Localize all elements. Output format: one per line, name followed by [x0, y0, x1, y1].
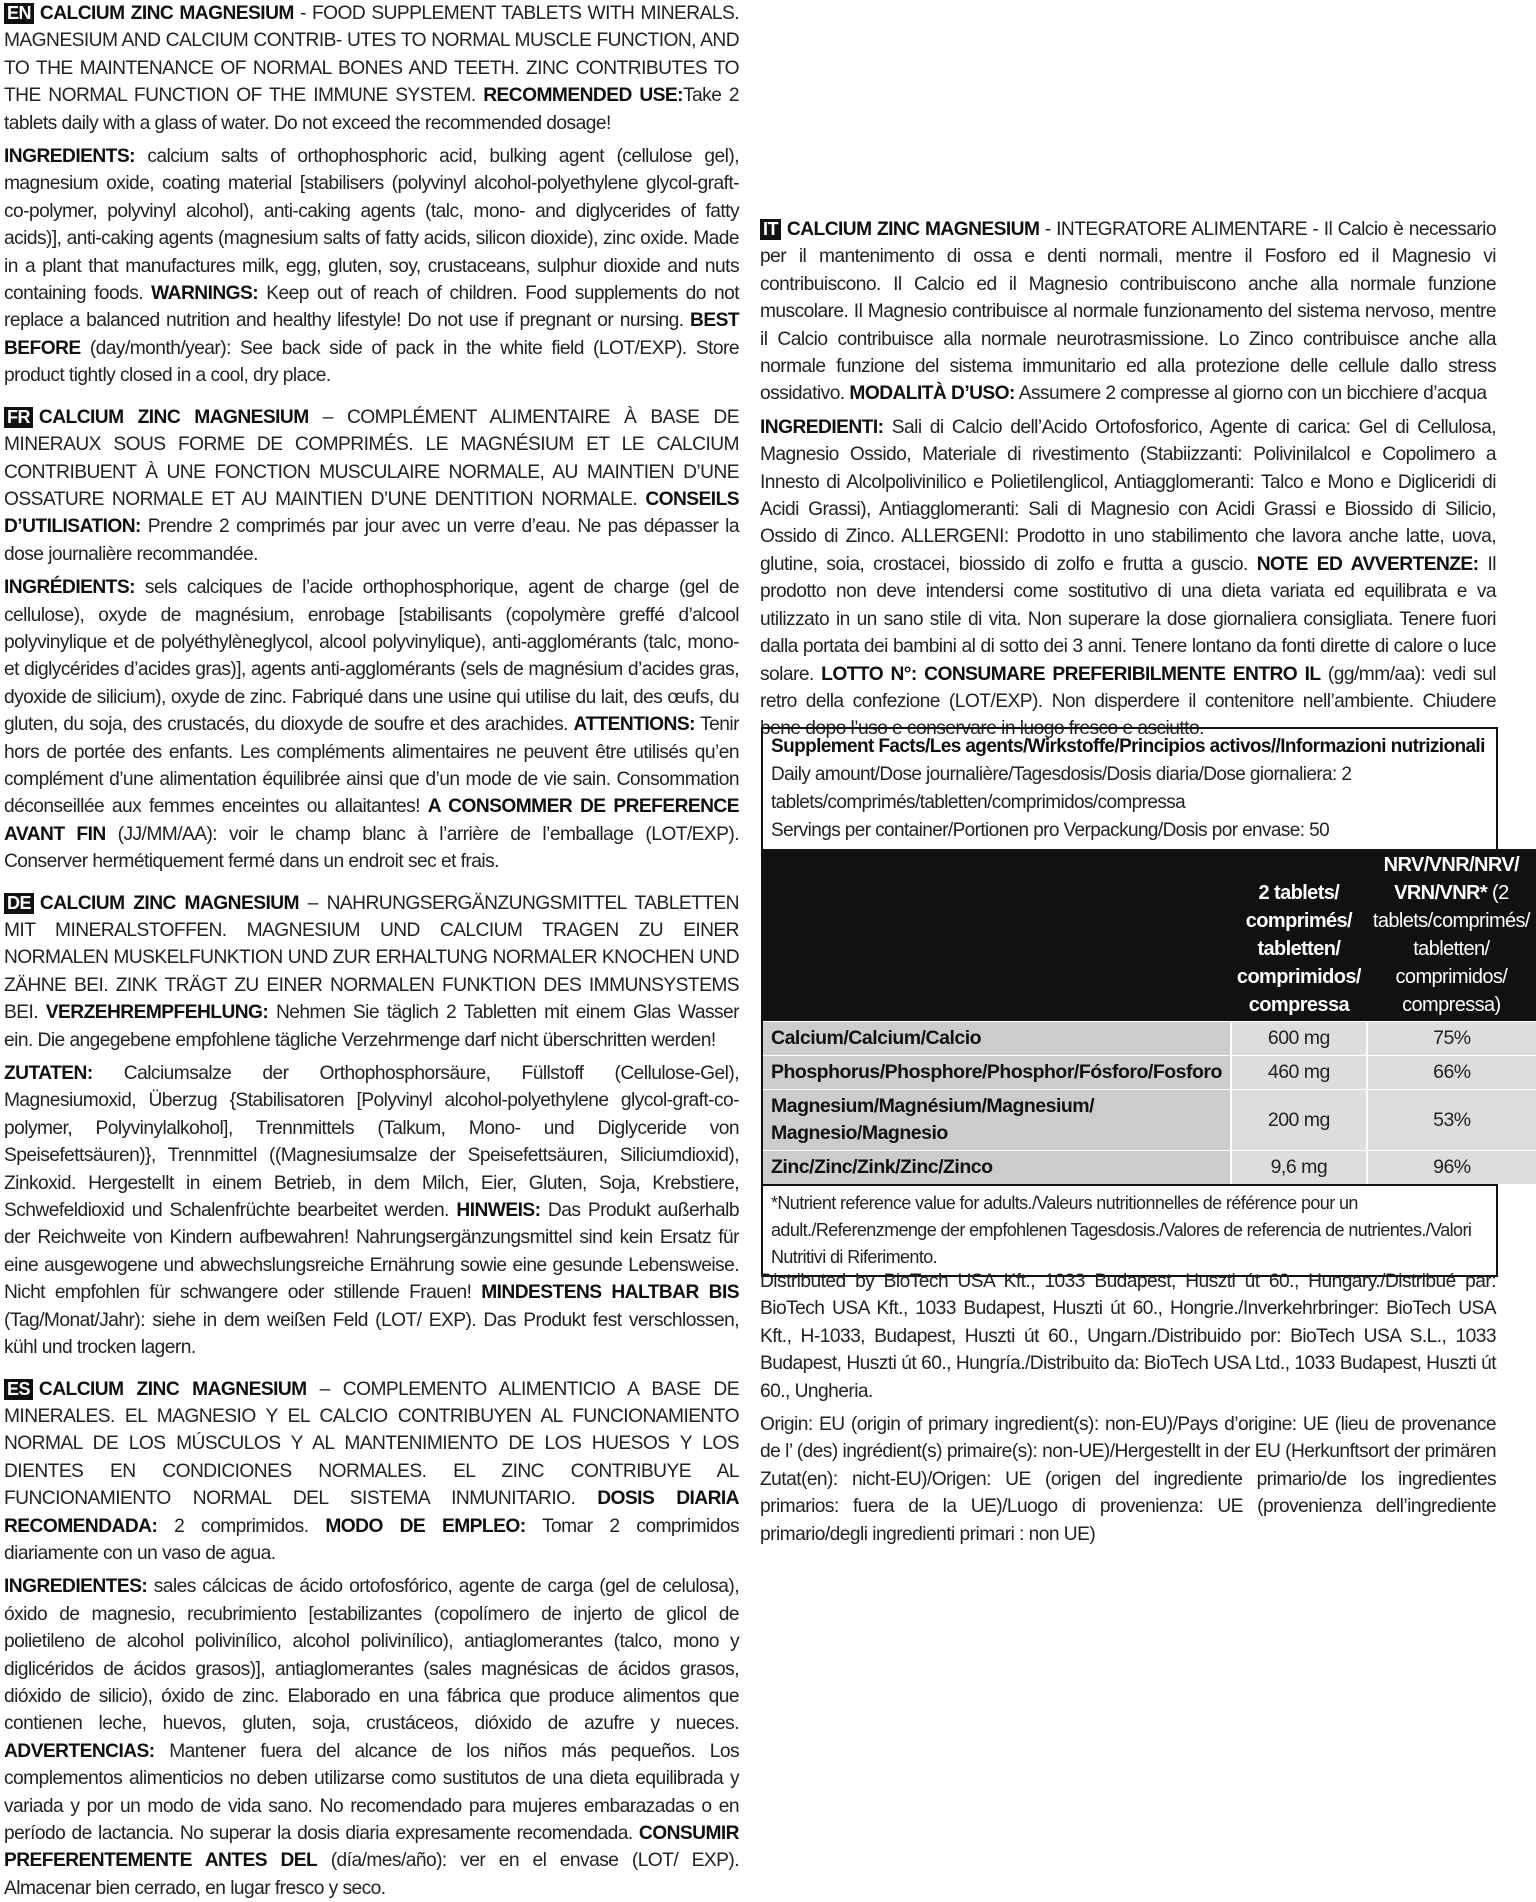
- nutrient-amount: 600 mg: [1231, 1022, 1367, 1056]
- es-warnings-label: ADVERTENCIAS:: [4, 1740, 155, 1762]
- facts-title: Supplement Facts/Les agents/Wirkstoffe/Principios activos//Informazioni nutrizionali: [771, 736, 1485, 757]
- de-ingredients-text: Calciumsalze der Orthophosphorsäure, Füllstoff (Cellulose-Gel), Magnesiumoxid, Überzug {Stabilisatoren [Polyvinyl alcohol-polyethylene glycol-graft-co-polymer, Polyvinylalkohol], Trennmittels (Talkum, Mono- und Diglyceride von Speisefettsäuren)}, Trennmittel ((Magnesiumsalze der Speisefettsäuren, Siliciumdioxid), Zinkoxid. Hergestellt in einem Betrieb, in dem Milch, Eier, Gluten, Soja, Krebstiere, Schwefeldioxid und Schalenfrüchte bearbeitet werden.: [4, 1063, 739, 1222]
- it-ingredients-text: Sali di Calcio dell’Acido Ortofosforico, Agente di carica: Gel di Cellulosa, Magnesio Ossido, Materiale di rivestimento (Stabiizzanti: Polivinilalcol e Copolimero a Innesto di Alcolpolivinilico e Polietilenglicol, Antiagglomeranti: Talco e Mono e Digliceridi di Acidi Grassi), Antiagglomeranti: Sali di Magnesio con Acidi Grassi e Biossido di Silicio, Ossido di Zinco. ALLERGENI: Prodotto in uno stabilimento che lavora anche latte, uova, glutine, soia, crostacei, biossido di zolfo e frutta a guscio.: [760, 416, 1496, 575]
- facts-header: [763, 729, 1496, 849]
- de-language-tag: DE: [4, 893, 34, 914]
- es-product-name: CALCIUM ZINC MAGNESIUM: [38, 1378, 307, 1400]
- en-best-before-text: (day/month/year): See back side of pack in the white field (LOT/EXP). Store product tightly closed in a cool, dry place.: [4, 337, 739, 387]
- de-warnings-text: Das Produkt außerhalb der Reichweite von Kindern aufbewahren! Nahrungsergänzungsmittel sind kein Ersatz für eine ausgewogene und abwechslungsreiche Ernährung sowie eine gesunde Lebensweise. Nicht empfohlen für schwangere oder stillende Frauen!: [4, 1200, 739, 1304]
- it-warnings-text: Il prodotto non deve intendersi come sostitutivo di una dieta variata ed equilibrata e va utilizzato in un sano stile di vita. Non superare la dose giornaliera consigliata. Tenere fuori dalla portata dei bambini al di sotto dei 3 anni. Tenere lontano da fonti dirette di calore o luce solare.: [760, 553, 1496, 685]
- table-row: [763, 1056, 1536, 1090]
- it-language-tag: IT: [760, 219, 781, 240]
- it-use-label: MODALITÀ D’USO:: [849, 383, 1015, 405]
- en-ingredients-label: INGREDIENTS:: [4, 146, 135, 168]
- it-warnings-label: NOTE ED AVVERTENZE:: [1256, 553, 1479, 575]
- es-mode-text: Tomar 2 comprimidos diariamente con un vaso de agua.: [4, 1515, 739, 1564]
- es-ingredients-label: INGREDIENTES:: [4, 1576, 148, 1598]
- en-ingredients: [4, 143, 739, 390]
- col-nrv-bold: NRV/VNR/NRV/ VRN/VNR*: [1383, 854, 1520, 904]
- fr-ingredients-label: INGRÉDIENTS:: [4, 577, 135, 599]
- fr-use-label: CONSEILS D’UTILISATION:: [4, 488, 739, 538]
- de-best-before-text: (Tag/Monat/Jahr): siehe in dem weißen Feld (LOT/ EXP). Das Produkt fest verschlossen, kühl und trocken lagern.: [4, 1309, 739, 1359]
- nutrient-name: Zinc/Zinc/Zink/Zinc/Zinco: [763, 1151, 1231, 1185]
- it-ingredients-label: INGREDIENTI:: [760, 416, 884, 438]
- table-row: [763, 1090, 1536, 1151]
- de-use-label: VERZEHREMPFEHLUNG:: [45, 1002, 269, 1024]
- en-warnings-text: Keep out of reach of children. Food supplements do not replace a balanced nutrition and healthy lifestyle! Do not use if pregnant or nursing.: [4, 283, 739, 332]
- es-best-before-label: CONSUMIR PREFERENTEMENTE ANTES DEL: [4, 1823, 739, 1872]
- es-ingredients: [4, 1573, 739, 1902]
- es-best-before-text: (día/mes/año): ver en el envase (LOT/ EXP). Almacenar bien cerrado, en lugar fresco y seco.: [4, 1850, 740, 1899]
- en-description: - FOOD SUPPLEMENT TABLETS WITH MINERALS. MAGNESIUM AND CALCIUM CONTRIB- UTES TO NORMAL MUSCLE FUNCTION, AND TO THE MAINTENANCE OF NORMAL BONES AND TEETH. ZINC CONTRIBUTES TO THE NORMAL FUNCTION OF THE IMMUNE SYSTEM.: [4, 3, 739, 107]
- table-row: [763, 1022, 1536, 1056]
- de-ingredients: [4, 1060, 739, 1361]
- fr-warnings-label: ATTENTIONS:: [573, 714, 695, 736]
- de-warnings-label: HINWEIS:: [456, 1200, 541, 1222]
- it-intro: [760, 216, 1496, 408]
- it-product-name: CALCIUM ZINC MAGNESIUM: [786, 219, 1040, 240]
- fr-best-before-label: A CONSOMMER DE PREFERENCE AVANT FIN: [4, 796, 739, 845]
- nutrient-name: Magnesium/Magnésium/Magnesium/ Magnesio/Magnesio: [763, 1090, 1231, 1151]
- facts-footnote: *Nutrient reference value for adults./Valeurs nutritionnelles de référence pour un adult./Referenzmenge der empfohlenen Tagesdosis./Valores de referencia de nutrientes./Valori Nutritivi di Riferimento.: [763, 1184, 1496, 1275]
- it-best-before-label: LOTTO N°: CONSUMARE PREFERIBILMENTE ENTRO IL: [821, 663, 1321, 685]
- nutrient-amount: 460 mg: [1231, 1056, 1367, 1090]
- fr-warnings-text: Tenir hors de portée des enfants. Les compléments alimentaires ne peuvent être utilisés qu’en complément d’une alimentation équilibrée ainsi que d’un mode de vie sain. Consommation déconseillée aux femmes enceintes ou allaitantes!: [4, 714, 739, 818]
- de-intro: [4, 890, 739, 1054]
- es-intro: [4, 1376, 739, 1568]
- en-intro: [4, 0, 739, 137]
- supplement-facts-box: [761, 727, 1530, 1277]
- distribution-info: [760, 1268, 1496, 1548]
- table-row: [763, 1151, 1536, 1185]
- nutrient-nrv: 75%: [1367, 1022, 1536, 1056]
- en-best-before-label: BEST BEFORE: [4, 310, 739, 359]
- de-product-name: CALCIUM ZINC MAGNESIUM: [39, 892, 299, 914]
- de-use-text: Nehmen Sie täglich 2 Tabletten mit einem Glas Wasser ein. Die angegebene empfohlene tägliche Verzehrmenge darf nicht überschritten werden!: [4, 1002, 740, 1051]
- it-description: - INTEGRATORE ALIMENTARE - Il Calcio è necessario per il mantenimento di ossa e denti normali, mentre il Fosforo ed il Magnesio vi contribuiscono. Il Calcio ed il Magnesio contribuiscono anche alla normale funzione muscolare. Il Magnesio contribuisce al normale funzionamento del sistema nervoso, mentre il Calcio contribuisce alla normale neurotrasmissione. Lo Zinco contribuisce anche alla normale funzione del sistema immunitario ed alla protezione delle cellule dallo stress ossidativo.: [760, 219, 1496, 405]
- fr-language-tag: FR: [4, 407, 33, 428]
- col-amount-header: 2 tablets/ comprimés/ tabletten/ comprimidos/ compressa: [1231, 849, 1367, 1022]
- facts-servings: Servings per container/Portionen pro Verpackung/Dosis por envase: 50: [771, 820, 1330, 841]
- fr-intro: [4, 404, 739, 568]
- de-description: – NAHRUNGSERGÄNZUNGSMITTEL TABLETTEN MIT MINERALSTOFFEN. MAGNESIUM UND CALCIUM TRAGEN ZU EINER NORMALEN MUSKELFUNKTION UND ZUR ERHALTUNG NORMALER KNOCHEN UND ZÄHNE BEI. ZINK TRÄGT ZU EINER NORMALEN FUNKTION DES IMMUNSYSTEMS BEI.: [4, 892, 739, 1024]
- col-nrv-rest: (2 tablets/comprimés/ tabletten/ comprimidos/ compressa): [1372, 882, 1530, 1016]
- facts-daily-amount: Daily amount/Dose journalière/Tagesdosis/Dosis diaria/Dose giornaliera: 2 tablets/comprimés/tabletten/comprimidos/compressa: [771, 764, 1352, 813]
- facts-table-header-row: [763, 849, 1536, 1022]
- fr-description: – COMPLÉMENT ALIMENTAIRE À BASE DE MINERAUX SOUS FORME DE COMPRIMÉS. LE MAGNÉSIUM ET LE CALCIUM CONTRIBUENT À UNE FONCTION MUSCULAIRE NORMALE, AU MAINTIEN D’UNE OSSATURE NORMALE ET AU MAINTIEN D’UNE DENTITION NORMALE.: [4, 406, 739, 510]
- nutrient-nrv: 53%: [1367, 1090, 1536, 1151]
- nutrient-name: Calcium/Calcium/Calcio: [763, 1022, 1231, 1056]
- es-mode-label: MODO DE EMPLEO:: [325, 1515, 526, 1537]
- nutrient-amount: 200 mg: [1231, 1090, 1367, 1151]
- es-description: – COMPLEMENTO ALIMENTICIO A BASE DE MINERALES. EL MAGNESIO Y EL CALCIO CONTRIBUYEN AL FUNCIONAMIENTO NORMAL DE LOS MÚSCULOS Y AL MANTENIMIENTO DE LOS HUESOS Y LOS DIENTES EN CONDICIONES NORMALES. EL ZINC CONTRIBUYE AL FUNCIONAMIENTO NORMAL DEL SISTEMA INMUNITARIO.: [4, 1378, 739, 1510]
- right-column: [760, 0, 1496, 743]
- it-use-text: Assumere 2 compresse al giorno con un bicchiere d’acqua: [1014, 383, 1487, 405]
- fr-ingredients-text: sels calciques de l’acide orthophosphorique, agent de charge (gel de cellulose), oxyde de magnésium, enrobage [stabilisants (copolymère greffé d’alcool polyvinylique et de polyéthylèneglycol, alcool polyvinylique), anti-agglomérants (talc, mono- et diglycérides d’acides gras)], agents anti-agglomérants (sels de magnésium d’acides gras, dyoxide de silicium), oxyde de zinc. Fabriqué dans une usine qui utilise du lait, des œufs, du gluten, du soja, des crustacés, du dioxyde de soufre et des arachides.: [4, 577, 739, 736]
- fr-ingredients: [4, 574, 739, 875]
- de-ingredients-label: ZUTATEN:: [4, 1063, 93, 1085]
- es-dosage-label: DOSIS DIARIA RECOMENDADA:: [4, 1488, 739, 1537]
- fr-product-name: CALCIUM ZINC MAGNESIUM: [38, 406, 309, 428]
- en-ingredients-text: calcium salts of orthophosphoric acid, bulking agent (cellulose gel), magnesium oxide, coating material [stabilisers (polyvinyl alcohol-polyethylene glycol-graft-co-polymer, polyvinyl alcohol), anti-caking agents (talc, mono- and diglycerides of fatty acids)], anti-caking agents (magnesium salts of fatty acids, silicon dioxide), zinc oxide. Made in a plant that manufactures milk, egg, gluten, soy, crustaceans, sulphur dioxide and nuts containing foods.: [4, 146, 739, 305]
- en-product-name: CALCIUM ZINC MAGNESIUM: [39, 3, 294, 24]
- en-language-tag: EN: [4, 3, 34, 24]
- left-column: [4, 0, 739, 1902]
- distributed-by-text: Distributed by BioTech USA Kft., 1033 Budapest, Huszti út 60., Hungary./Distribué par: BioTech USA Kft., 1033 Budapest, Huszti út 60., Hongrie./Inverkehrbringer: BioTech USA Kft., H-1033, Budapest, Huszti út 60., Ungarn./Distribuido por: BioTech USA S.L., 1033 Budapest, Huszti út 60., Hungría./Distribuito da: BioTech USA Ltd., 1033 Budapest, Huszti út 60., Ungheria.: [760, 1271, 1496, 1402]
- fr-best-before-text: (JJ/MM/AA): voir le champ blanc à l’arrière de l’emballage (LOT/EXP). Conserver hermétiquement fermé dans un endroit sec et frais.: [4, 823, 740, 873]
- es-dosage-text: 2 comprimidos.: [157, 1515, 326, 1537]
- nutrient-nrv: 66%: [1367, 1056, 1536, 1090]
- it-ingredients: [760, 414, 1496, 743]
- de-best-before-label: MINDESTENS HALTBAR BIS: [481, 1282, 739, 1304]
- es-language-tag: ES: [4, 1379, 33, 1400]
- es-warnings-text: Mantener fuera del alcance de los niños más pequeños. Los complementos alimenticios no deben utilizarse como sustitutos de una dieta equilibrada y variada y por un modo de vida sano. No recomendado para mujeres embarazadas o en período de lactancia. No superar la dosis diaria expresamente recomendada.: [4, 1740, 739, 1844]
- es-ingredients-text: sales cálcicas de ácido ortofosfórico, agente de carga (gel de celulosa), óxido de magnesio, recubrimiento [estabilizantes (copolímero de injerto de glicol de polietileno de alcohol polivinílico, alcohol polivinílico), antiaglomerantes (talco, mono y diglicéridos de ácidos grasos)], antiaglomerantes (sales magnésicas de ácidos grasos, dióxido de silicio), óxido de zinc. Elaborado en una fábrica que produce alimentos que contienen leche, huevos, gluten, soja, crustáceos, dióxido de azufre y nueces.: [4, 1576, 739, 1735]
- en-use-text: Take 2 tablets daily with a glass of water. Do not exceed the recommended dosage!: [4, 85, 739, 134]
- nutrient-name: Phosphorus/Phosphore/Phosphor/Fósforo/Fosforo: [763, 1056, 1231, 1090]
- nutrient-nrv: 96%: [1367, 1151, 1536, 1185]
- en-use-label: RECOMMENDED USE:: [483, 85, 683, 107]
- origin-text: Origin: EU (origin of primary ingredient(s): non-EU)/Pays d’origine: UE (lieu de provenance de l’ (des) ingrédient(s) primaire(s): non-UE)/Hergestellt in der EU (Herkunftsort der primären Zutat(en): nicht-EU)/Origen: UE (origen del ingrediente primario/de los ingredientes primarios: fuera de la UE)/Luogo di provenienza: UE (provenienza dell’ingrediente primario/degli ingredienti primari : non UE): [760, 1414, 1496, 1545]
- nutrient-amount: 9,6 mg: [1231, 1151, 1367, 1185]
- col-nrv-header: [1367, 849, 1536, 1022]
- facts-table: [763, 849, 1536, 1184]
- it-best-before-text: (gg/mm/aa): vedi sul retro della confezione (LOT/EXP). Non disperdere il contenitore nell’ambiente. Chiudere bene dopo l’uso e conservare in luogo fresco e asciutto.: [760, 663, 1496, 740]
- en-warnings-label: WARNINGS:: [151, 283, 259, 305]
- fr-use-text: Prendre 2 comprimés par jour avec un verre d’eau. Ne pas dépasser la dose journalière recommandée.: [4, 516, 739, 565]
